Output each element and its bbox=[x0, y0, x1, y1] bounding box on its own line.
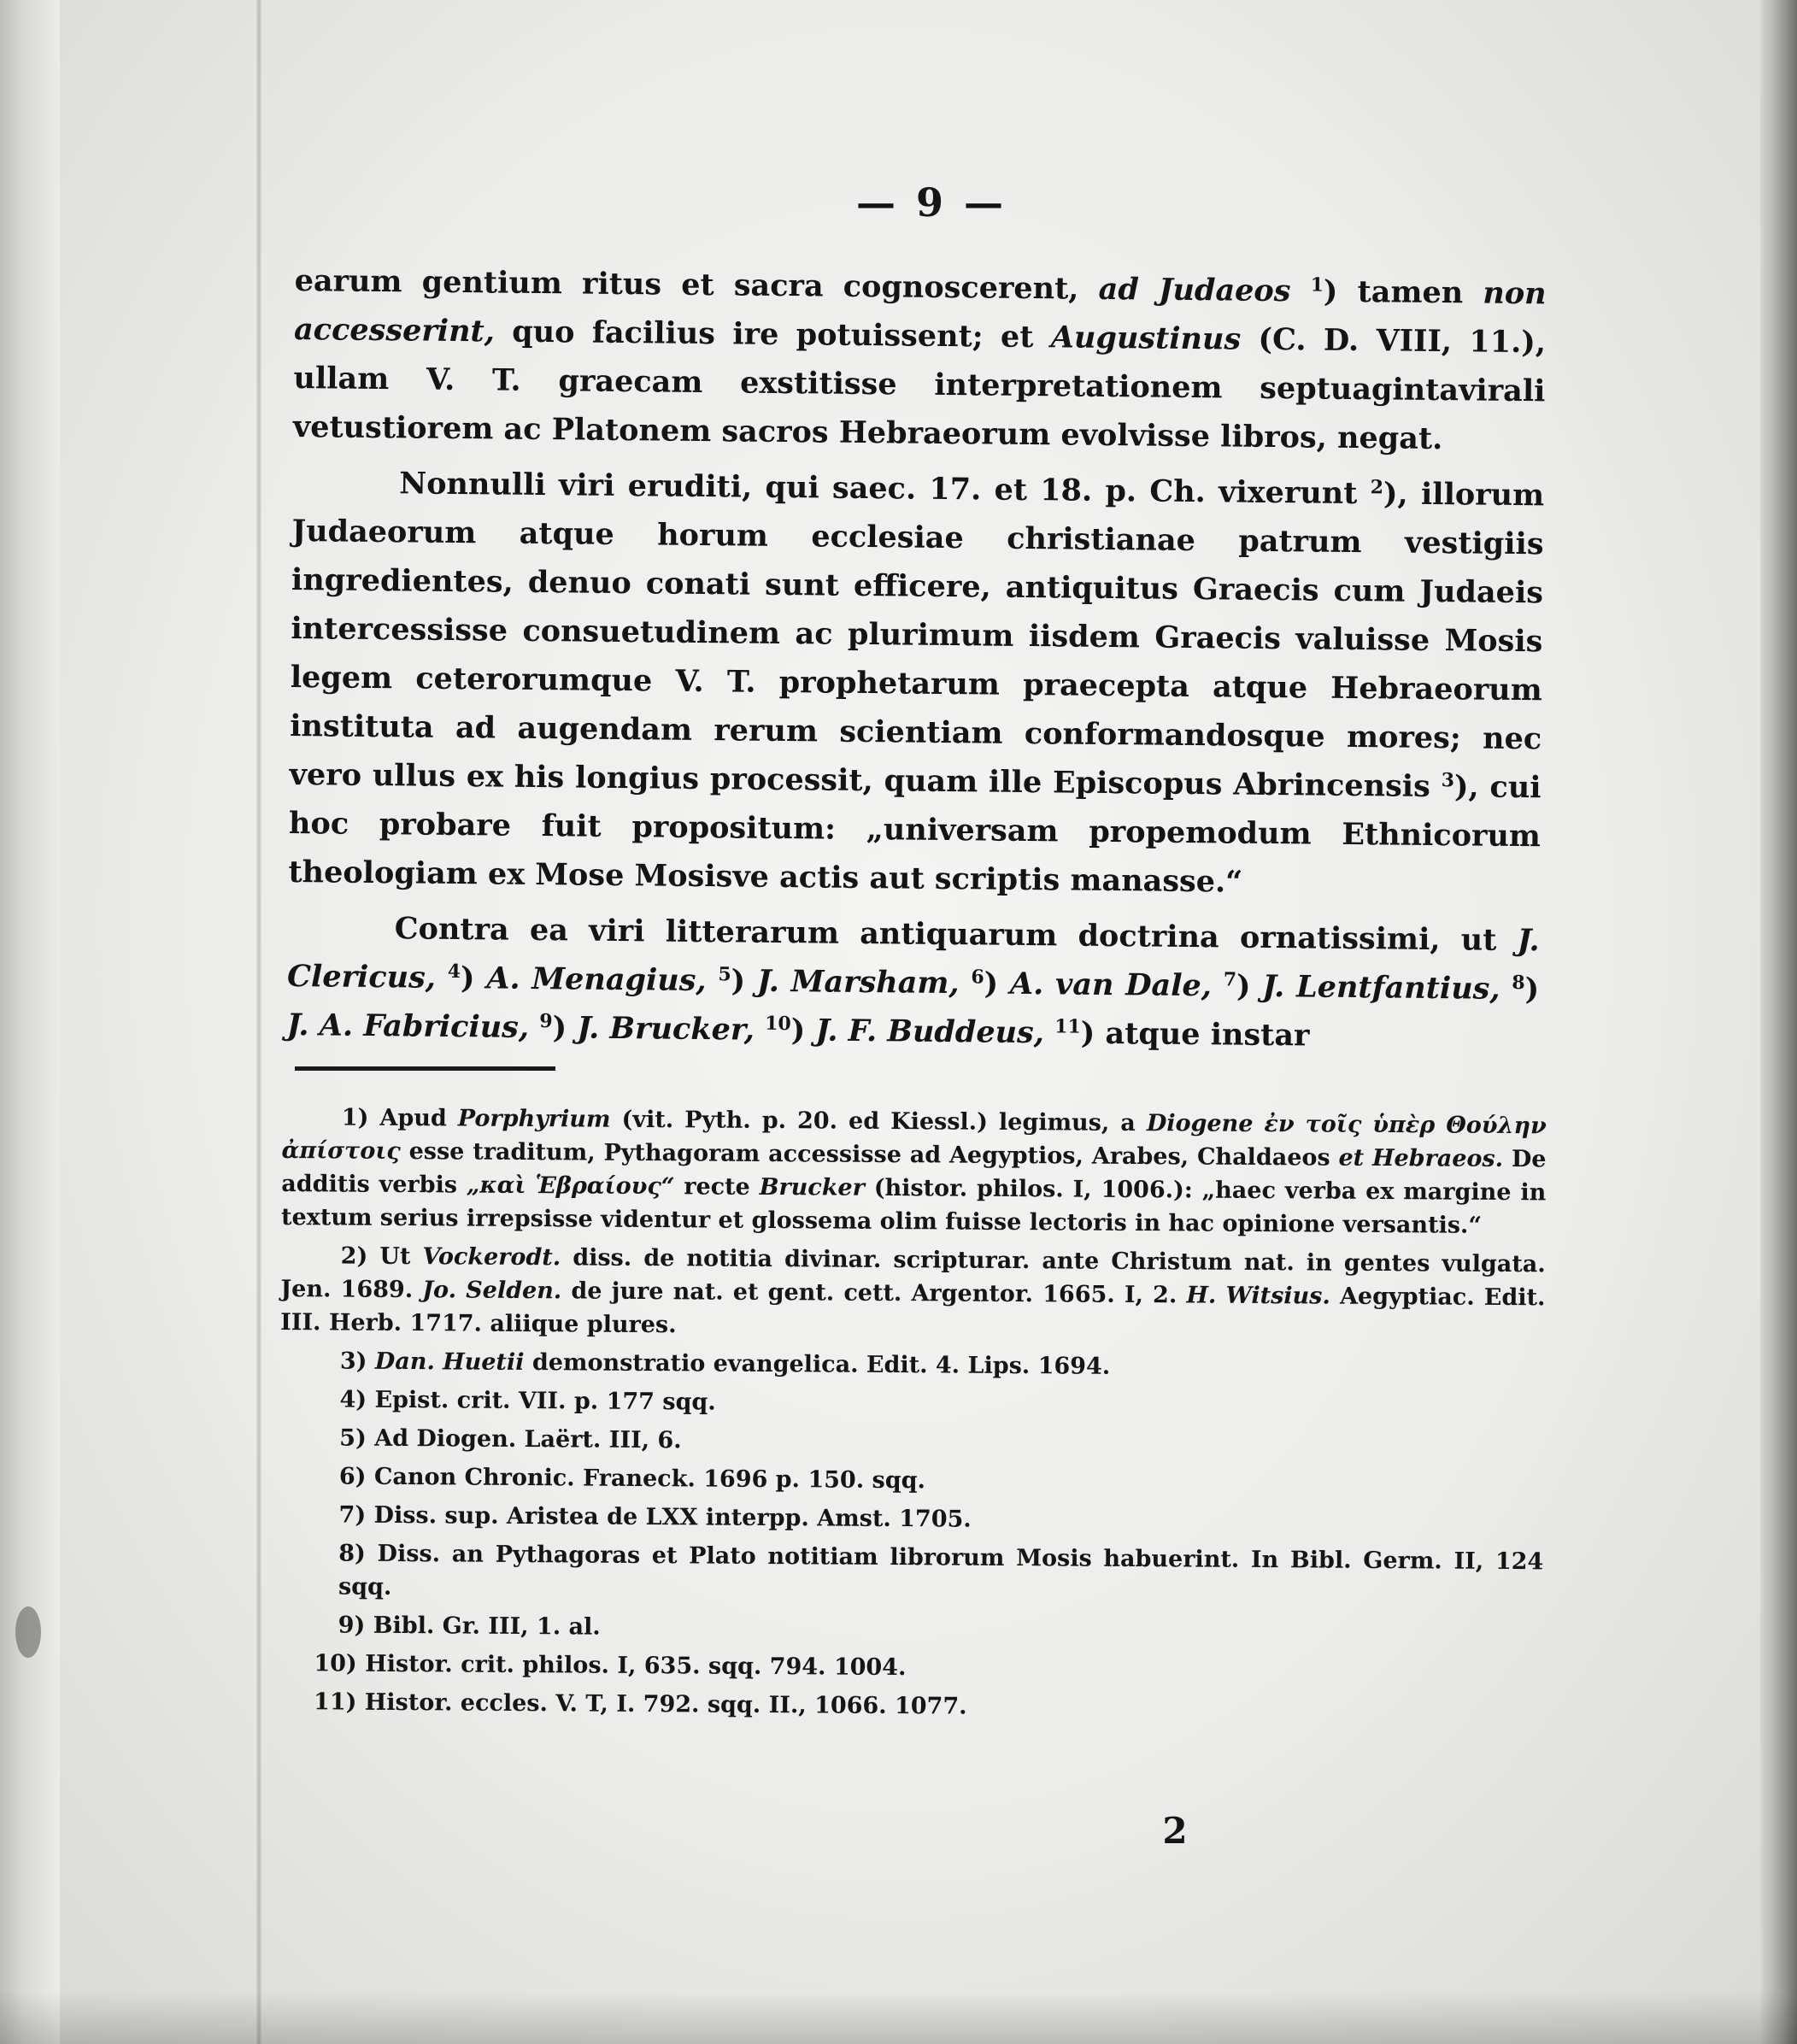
footnote-separator-rule bbox=[295, 1066, 555, 1071]
footnote-3: 3) Dan. Huetii demonstratio evangelica. Edit. 4. Lips. 1694. bbox=[339, 1348, 1111, 1380]
left-page-edge-shadow bbox=[0, 0, 60, 2044]
footnote-9: 9) Bibl. Gr. III, 1. al. bbox=[338, 1612, 601, 1641]
paragraph-3: Contra ea viri litterarum antiquarum doctrina ornatissimi, ut J. Clericus, $^4$) A. Menagius, $^5$) J. Marsham, $^6$) A. van Dale, $^7$) J. Lentfantius, $^8$) J. A. Fabricius, $^9$) J. Brucker, $^{10}$) J. F. Buddeus, $^{11}$) atque instar bbox=[286, 911, 1540, 1054]
footnote-7: 7) Diss. sup. Aristea de LXX interpp. Amst. 1705. bbox=[338, 1501, 972, 1533]
footnote-5: 5) Ad Diogen. Laërt. III, 6. bbox=[339, 1424, 682, 1454]
page-fold-line bbox=[256, 0, 261, 2044]
printer-signature-mark: 2 bbox=[1162, 1810, 1188, 1852]
footnote-10: 10) Histor. crit. philos. I, 635. sqq. 794. 1004. bbox=[314, 1650, 907, 1682]
footnote-4: 4) Epist. crit. VII. p. 177 sqq. bbox=[339, 1386, 716, 1416]
binding-hole-mark bbox=[15, 1606, 41, 1658]
page-number: — 9 — bbox=[855, 179, 1007, 226]
paragraph-2: Nonnulli viri eruditi, qui saec. 17. et 18. p. Ch. vixerunt $^2$), illorum Judaeorum atque horum ecclesiae christianae patrum vestigiis ingredientes, denuo conati sunt efficere, antiquitus Graecis cum Judaeis intercessisse consuetudinem ac plurimum iisdem Graecis valuisse Mosis legem ceterorumque V. T. prophetarum praecepta atque Hebraeorum instituta ad augendam rerum scientiam conformandosque mores; nec vero ullus ex his longius processit, quam ille Episcopus Abrincensis $^3$), cui hoc probare fuit propositum: „universam propemodum Ethnicorum theologiam ex Mose Mosisve actis aut scriptis manasse.“ bbox=[288, 466, 1545, 900]
footnote-8: 8) Diss. an Pythagoras et Plato notitiam librorum Mosis habuerint. In Bibl. Germ. II, 124 sqq. bbox=[338, 1540, 1544, 1601]
footnote-2: 2) Ut Vockerodt. diss. de notitia divinar. scripturar. ante Christum nat. in gentes vulgata. Jen. 1689. Jo. Selden. de jure nat. et gent. cett. Argentor. 1665. I, 2. H. Witsius. Aegyptiac. Edit. III. Herb. 1717. aliique plures. bbox=[280, 1242, 1546, 1339]
main-body-text bbox=[286, 256, 1547, 1062]
bottom-page-edge-shadow bbox=[0, 1991, 1797, 2044]
footnotes bbox=[278, 1101, 1547, 1732]
paragraph-1: earum gentium ritus et sacra cognoscerent, ad Judaeos $^1$) tamen non accesserint, quo facilius ire potuissent; et Augustinus (C. D. VIII, 11.), ullam V. T. graecam exstitisse interpretationem septuagintavirali vetustiorem ac Platonem sacros Hebraeorum evolvisse libros, negat. bbox=[292, 262, 1547, 457]
footnote-6: 6) Canon Chronic. Franeck. 1696 p. 150. sqq. bbox=[338, 1463, 926, 1495]
right-page-edge-shadow bbox=[1760, 0, 1797, 2044]
footnote-11: 11) Histor. eccles. V. T, I. 792. sqq. II., 1066. 1077. bbox=[313, 1689, 967, 1720]
footnote-1: 1) Apud Porphyrium (vit. Pyth. p. 20. ed Kiessl.) legimus, a Diogene ἐν τοῖς ὑπὲρ Θούλην ἀπίστοις esse traditum, Pythagoram accessisse ad Aegyptios, Arabes, Chaldaeos et Hebraeos. De additis verbis „καὶ Ἑβραίους“ recte Brucker (histor. philos. I, 1006.): „haec verba ex margine in textum serius irrepsisse videntur et glossema olim fuisse lectoris in hac opinione versantis.“ bbox=[280, 1104, 1547, 1239]
